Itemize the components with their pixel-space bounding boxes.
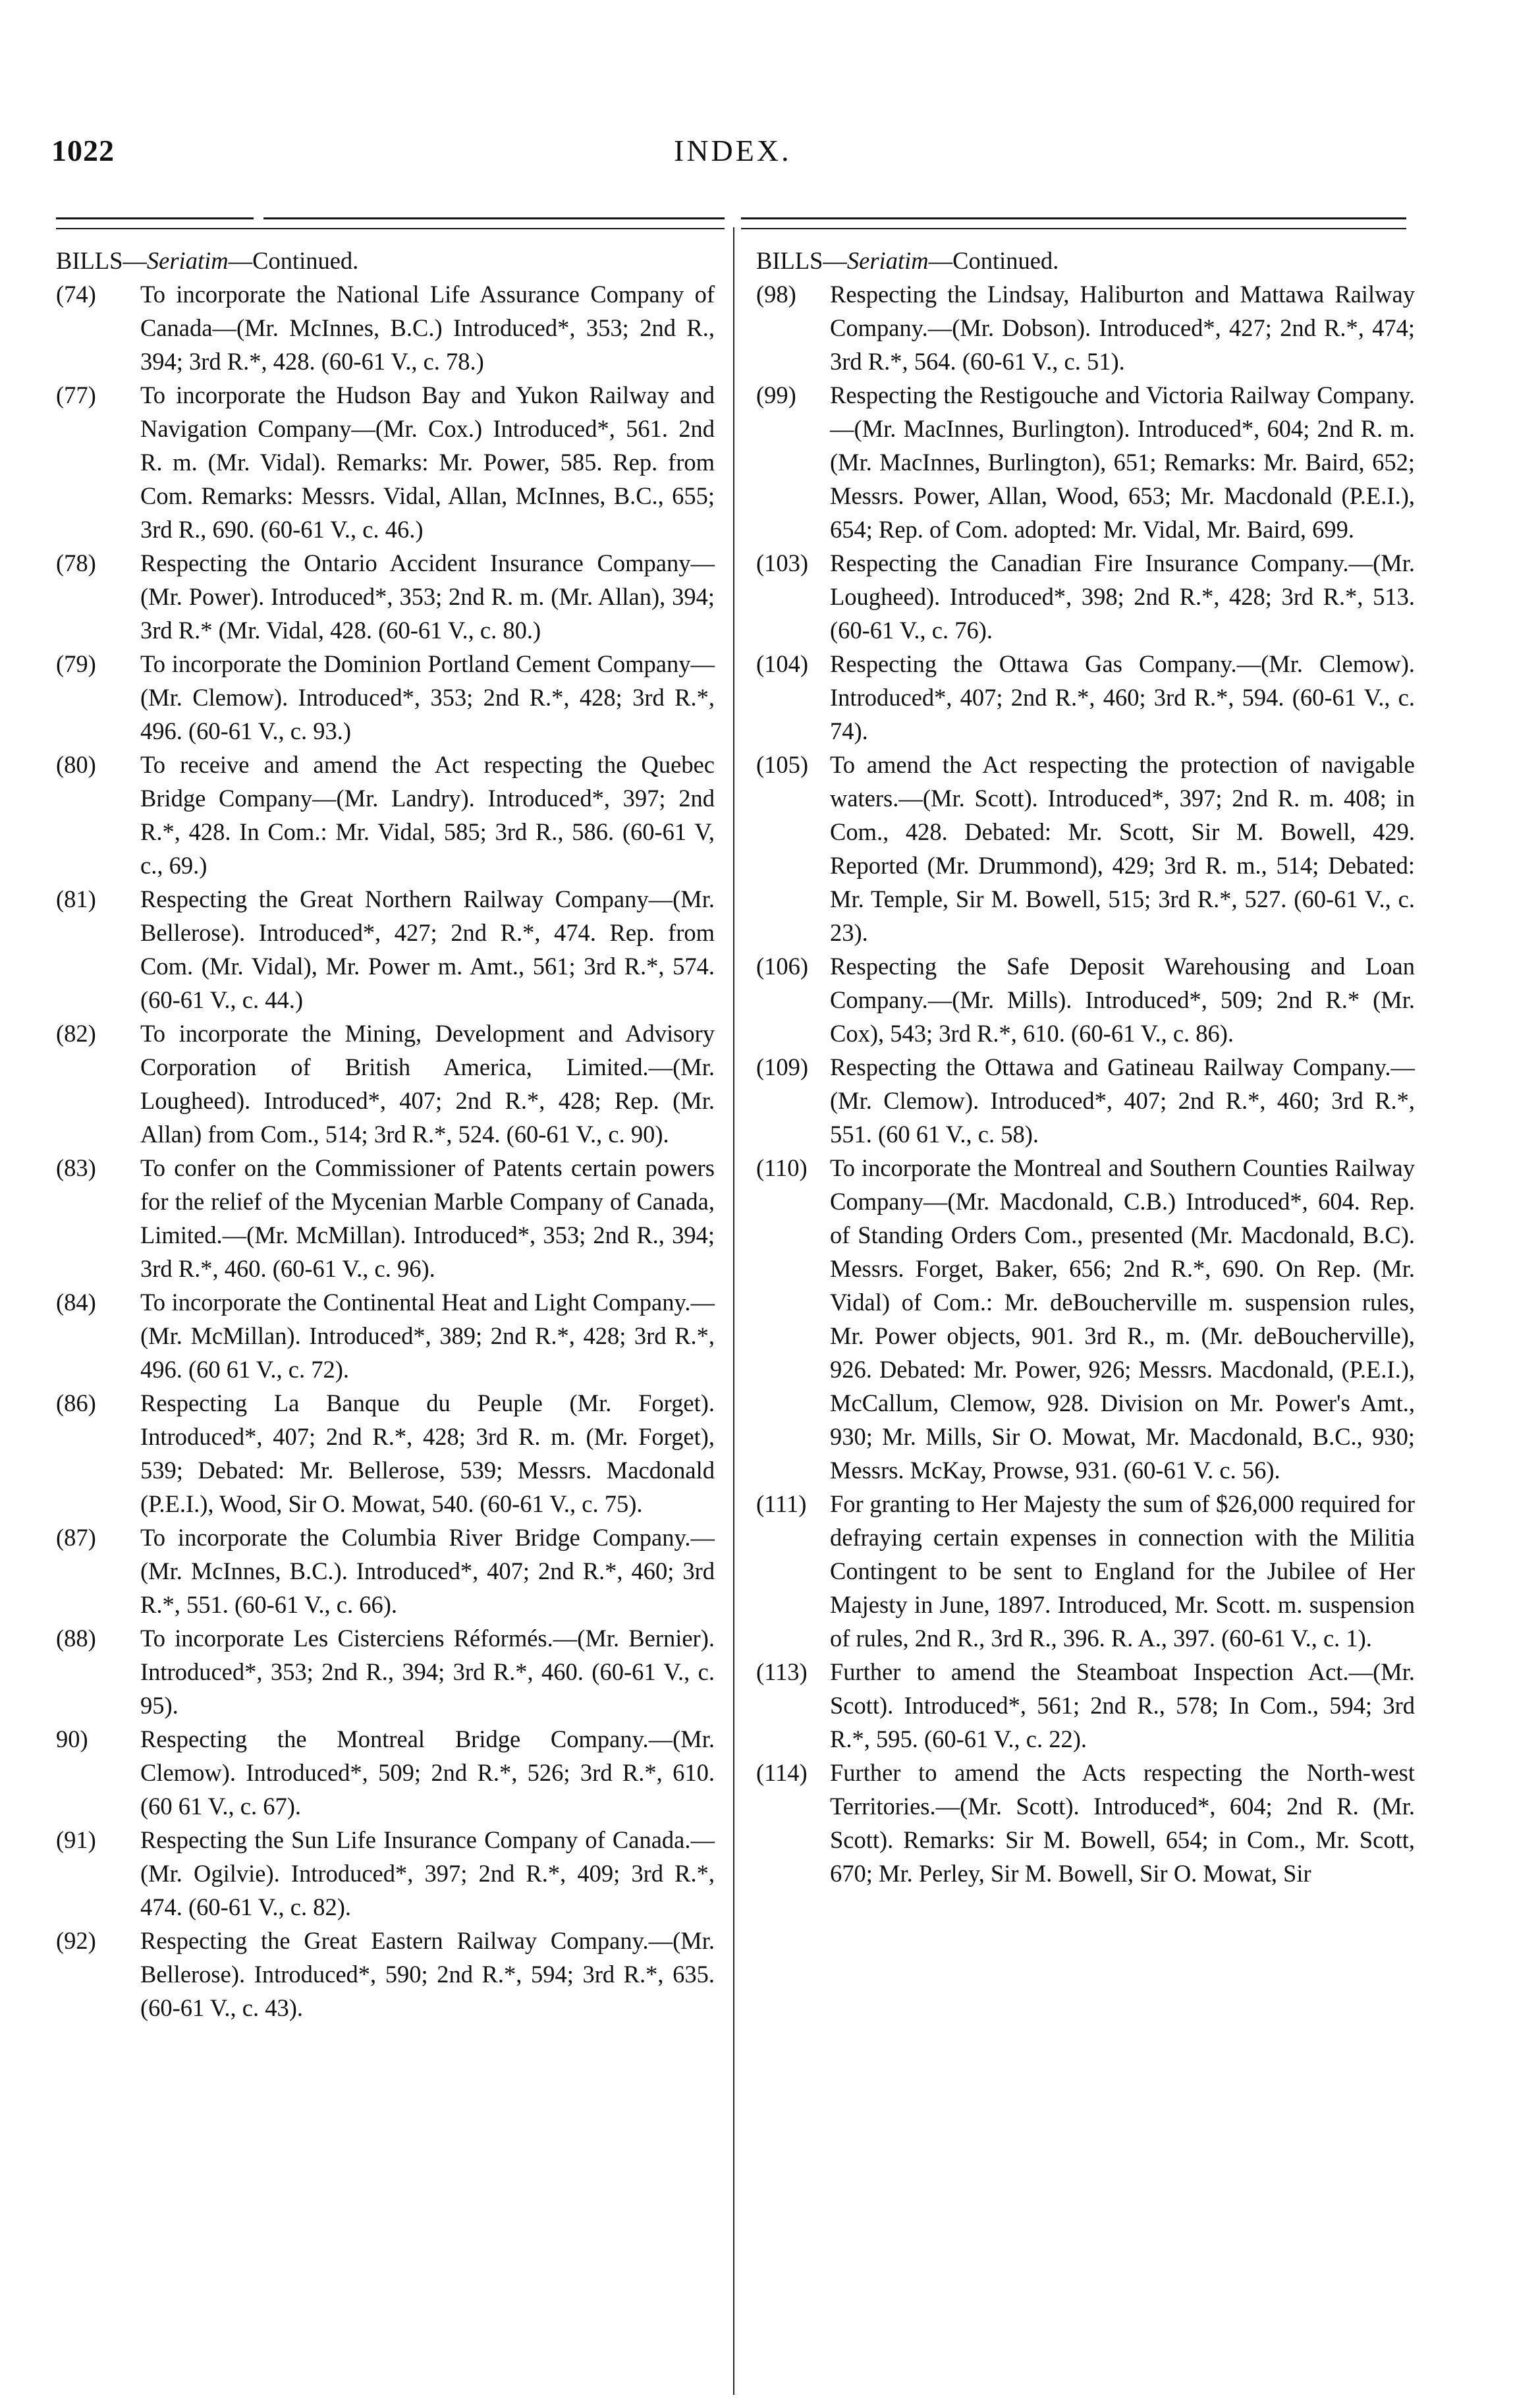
bill-text: Respecting the Safe Deposit Warehousing and Loan Company.—(Mr. Mills). Introduced*, 509; 2nd R.* (Mr. Cox), 543; 3rd R.*, 610. (60-61 V., c. 86). <box>830 953 1415 1047</box>
bill-entry <box>56 1285 715 1386</box>
bill-entry <box>756 277 1415 378</box>
bill-entry <box>756 748 1415 949</box>
bill-entry <box>56 277 715 378</box>
bill-text: To amend the Act respecting the protection of navigable waters.—(Mr. Scott). Introduced*, 397; 2nd R. m. 408; in Com., 428. Debated: Mr. Scott, Sir M. Bowell, 429. Reported (Mr. Drummond), 429; 3rd R. m., 514; Debated: Mr. Temple, Sir M. Bowell, 515; 3rd R.*, 527. (60-61 V., c. 23). <box>830 751 1415 946</box>
bill-text: To incorporate the Hudson Bay and Yukon Railway and Navigation Company—(Mr. Cox.) Introduced*, 561. 2nd R. m. (Mr. Vidal). Remarks: Mr. Power, 585. Rep. from Com. Remarks: Messrs. Vidal, Allan, McInnes, B.C., 655; 3rd R., 690. (60-61 V., c. 46.) <box>140 381 715 543</box>
bill-number: (84) <box>56 1289 96 1316</box>
bill-entry <box>756 1655 1415 1756</box>
header-rule-right-2 <box>741 228 1406 229</box>
bill-number: (81) <box>56 885 96 912</box>
bill-number: (109) <box>756 1053 809 1080</box>
bill-number: (78) <box>56 549 96 576</box>
bill-number: (110) <box>756 1154 808 1181</box>
bill-text: Respecting the Lindsay, Haliburton and Mattawa Railway Company.—(Mr. Dobson). Introduced*, 427; 2nd R.*, 474; 3rd R.*, 564. (60-61 V., c. 51). <box>830 281 1415 375</box>
bill-text: Respecting the Montreal Bridge Company.—(Mr. Clemow). Introduced*, 509; 2nd R.*, 526; 3rd R.*, 610. (60 61 V., c. 67). <box>140 1725 715 1820</box>
left-column <box>56 244 715 2025</box>
bill-number: (82) <box>56 1020 96 1047</box>
bill-entry <box>756 1050 1415 1151</box>
bill-entry <box>756 647 1415 748</box>
bill-entry <box>56 546 715 647</box>
bill-text: Respecting the Ottawa Gas Company.—(Mr. Clemow). Introduced*, 407; 2nd R.*, 460; 3rd R.*, 594. (60-61 V., c. 74). <box>830 650 1415 744</box>
bill-entry <box>56 1924 715 2025</box>
bill-text: To incorporate the Montreal and Southern Counties Railway Company—(Mr. Macdonald, C.B.) Introduced*, 604. Rep. of Standing Orders Com., presented (Mr. Macdonald, B.C). Messrs. Forget, Baker, 656; 2nd R.*, 690. On Rep. (Mr. Vidal) of Com.: Mr. deBoucherville m. suspension rules, Mr. Power objects, 901. 3rd R., m. (Mr. deBoucherville), 926. Debated: Mr. Power, 926; Messrs. Macdonald, (P.E.I.), McCallum, Clemow, 928. Division on Mr. Power's Amt., 930; Mr. Mills, Sir O. Mowat, Mr. Macdonald, B.C., 930; Messrs. McKay, Prowse, 931. (60-61 V. c. 56). <box>830 1154 1415 1484</box>
running-title: INDEX. <box>674 134 792 167</box>
bill-number: (113) <box>756 1658 808 1685</box>
bill-text: To incorporate the National Life Assurance Company of Canada—(Mr. McInnes, B.C.) Introduced*, 353; 2nd R., 394; 3rd R.*, 428. (60-61 V., c. 78.) <box>140 281 715 375</box>
bill-text: Respecting the Ottawa and Gatineau Railway Company.—(Mr. Clemow). Introduced*, 407; 2nd R.*, 460; 3rd R.*, 551. (60 61 V., c. 58). <box>830 1053 1415 1148</box>
bill-text: To incorporate the Dominion Portland Cement Company—(Mr. Clemow). Introduced*, 353; 2nd R.*, 428; 3rd R.*, 496. (60-61 V., c. 93.) <box>140 650 715 744</box>
bill-text: Respecting the Canadian Fire Insurance Company.—(Mr. Lougheed). Introduced*, 398; 2nd R.*, 428; 3rd R.*, 513. (60-61 V., c. 76). <box>830 549 1415 644</box>
bill-entry <box>56 1722 715 1823</box>
bill-text: To incorporate Les Cisterciens Réformés.—(Mr. Bernier). Introduced*, 353; 2nd R., 394; 3rd R.*, 460. (60-61 V., c. 95). <box>140 1625 715 1719</box>
bill-text: Further to amend the Steamboat Inspection Act.—(Mr. Scott). Introduced*, 561; 2nd R., 578; In Com., 594; 3rd R.*, 595. (60-61 V., c. 22). <box>830 1658 1415 1752</box>
bill-entry <box>56 647 715 748</box>
bill-number: (104) <box>756 650 809 677</box>
bill-number: (103) <box>756 549 809 576</box>
bill-text: Respecting the Ontario Accident Insurance Company—(Mr. Power). Introduced*, 353; 2nd R. m. (Mr. Allan), 394; 3rd R.* (Mr. Vidal, 428. (60-61 V., c. 80.) <box>140 549 715 644</box>
bill-entry <box>756 1151 1415 1487</box>
header-rule-mid <box>263 217 725 219</box>
bill-number: (98) <box>756 281 796 308</box>
bill-text: For granting to Her Majesty the sum of $26,000 required for defraying certain expenses in connection with the Militia Contingent to be sent to England for the Jubilee of Her Majesty in June, 1897. Introduced, Mr. Scott. m. suspension of rules, 2nd R., 3rd R., 396. R. A., 397. (60-61 V., c. 1). <box>830 1490 1415 1652</box>
left-column-heading: BILLS—Seriatim—Continued. <box>56 247 359 274</box>
bill-text: Further to amend the Acts respecting the North-west Territories.—(Mr. Scott). Introduced*, 604; 2nd R. (Mr. Scott). Remarks: Sir M. Bowell, 654; in Com., Mr. Scott, 670; Mr. Perley, Sir M. Bowell, Sir O. Mowat, Sir <box>830 1759 1415 1887</box>
bill-entry <box>56 1823 715 1924</box>
bill-number: (91) <box>56 1826 96 1853</box>
header-rule-right <box>741 217 1406 219</box>
bill-number: (74) <box>56 281 96 308</box>
bill-entry <box>756 1756 1415 1890</box>
bill-text: Respecting the Sun Life Insurance Company of Canada.—(Mr. Ogilvie). Introduced*, 397; 2nd R.*, 409; 3rd R.*, 474. (60-61 V., c. 82). <box>140 1826 715 1920</box>
page-header <box>51 133 1402 179</box>
bill-number: (88) <box>56 1625 96 1652</box>
header-rule-left-2 <box>56 228 725 229</box>
bill-number: (92) <box>56 1927 96 1954</box>
bill-entry <box>56 1621 715 1722</box>
bill-entry <box>56 748 715 882</box>
bill-number: (114) <box>756 1759 808 1786</box>
page-number: 1022 <box>51 134 115 167</box>
right-entry-list <box>756 277 1415 1890</box>
bill-number: (111) <box>756 1490 807 1517</box>
bill-entry <box>56 1521 715 1621</box>
bill-text: To incorporate the Continental Heat and Light Company.—(Mr. McMillan). Introduced*, 389; 2nd R.*, 428; 3rd R.*, 496. (60 61 V., c. 72). <box>140 1289 715 1383</box>
bill-text: Respecting La Banque du Peuple (Mr. Forget). Introduced*, 407; 2nd R.*, 428; 3rd R. m. (Mr. Forget), 539; Debated: Mr. Bellerose, 539; Messrs. Macdonald (P.E.I.), Wood, Sir O. Mowat, 540. (60-61 V., c. 75). <box>140 1389 715 1517</box>
bill-number: 90) <box>56 1725 88 1752</box>
column-divider <box>733 227 734 2395</box>
bill-entry <box>756 546 1415 647</box>
bill-number: (80) <box>56 751 96 778</box>
bill-number: (105) <box>756 751 809 778</box>
bill-number: (77) <box>56 381 96 408</box>
bill-entry <box>56 1151 715 1285</box>
bill-number: (79) <box>56 650 96 677</box>
bill-number: (87) <box>56 1524 96 1551</box>
bill-text: Respecting the Great Northern Railway Company—(Mr. Bellerose). Introduced*, 427; 2nd R.*, 474. Rep. from Com. (Mr. Vidal), Mr. Power m. Amt., 561; 3rd R.*, 574. (60-61 V., c. 44.) <box>140 885 715 1013</box>
bill-text: Respecting the Great Eastern Railway Company.—(Mr. Bellerose). Introduced*, 590; 2nd R.*, 594; 3rd R.*, 635. (60-61 V., c. 43). <box>140 1927 715 2021</box>
bill-number: (106) <box>756 953 809 980</box>
bill-entry <box>756 378 1415 546</box>
bill-number: (86) <box>56 1389 96 1416</box>
bill-entry <box>56 378 715 546</box>
left-entry-list <box>56 277 715 2025</box>
bill-entry <box>56 882 715 1017</box>
bill-text: To confer on the Commissioner of Patents certain powers for the relief of the Mycenian Marble Company of Canada, Limited.—(Mr. McMillan). Introduced*, 353; 2nd R., 394; 3rd R.*, 460. (60-61 V., c. 96). <box>140 1154 715 1282</box>
right-column <box>756 244 1415 1890</box>
bill-number: (99) <box>756 381 796 408</box>
bill-text: Respecting the Restigouche and Victoria Railway Company.—(Mr. MacInnes, Burlington). Introduced*, 604; 2nd R. m. (Mr. MacInnes, Burlington), 651; Remarks: Mr. Baird, 652; Messrs. Power, Allan, Wood, 653; Mr. Macdonald (P.E.I.), 654; Rep. of Com. adopted: Mr. Vidal, Mr. Baird, 699. <box>830 381 1415 543</box>
bill-entry <box>756 1487 1415 1655</box>
bill-entry <box>56 1386 715 1521</box>
bill-text: To incorporate the Mining, Development and Advisory Corporation of British America, Limited.—(Mr. Lougheed). Introduced*, 407; 2nd R.*, 428; Rep. (Mr. Allan) from Com., 514; 3rd R.*, 524. (60-61 V., c. 90). <box>140 1020 715 1148</box>
bill-entry <box>56 1017 715 1151</box>
bill-text: To receive and amend the Act respecting the Quebec Bridge Company—(Mr. Landry). Introduced*, 397; 2nd R.*, 428. In Com.: Mr. Vidal, 585; 3rd R., 586. (60-61 V, c., 69.) <box>140 751 715 879</box>
bill-entry <box>756 949 1415 1050</box>
bill-text: To incorporate the Columbia River Bridge Company.—(Mr. McInnes, B.C.). Introduced*, 407; 2nd R.*, 460; 3rd R.*, 551. (60-61 V., c. 66). <box>140 1524 715 1618</box>
bill-number: (83) <box>56 1154 96 1181</box>
header-rule-left <box>56 217 254 219</box>
right-column-heading: BILLS—Seriatim—Continued. <box>756 247 1059 274</box>
